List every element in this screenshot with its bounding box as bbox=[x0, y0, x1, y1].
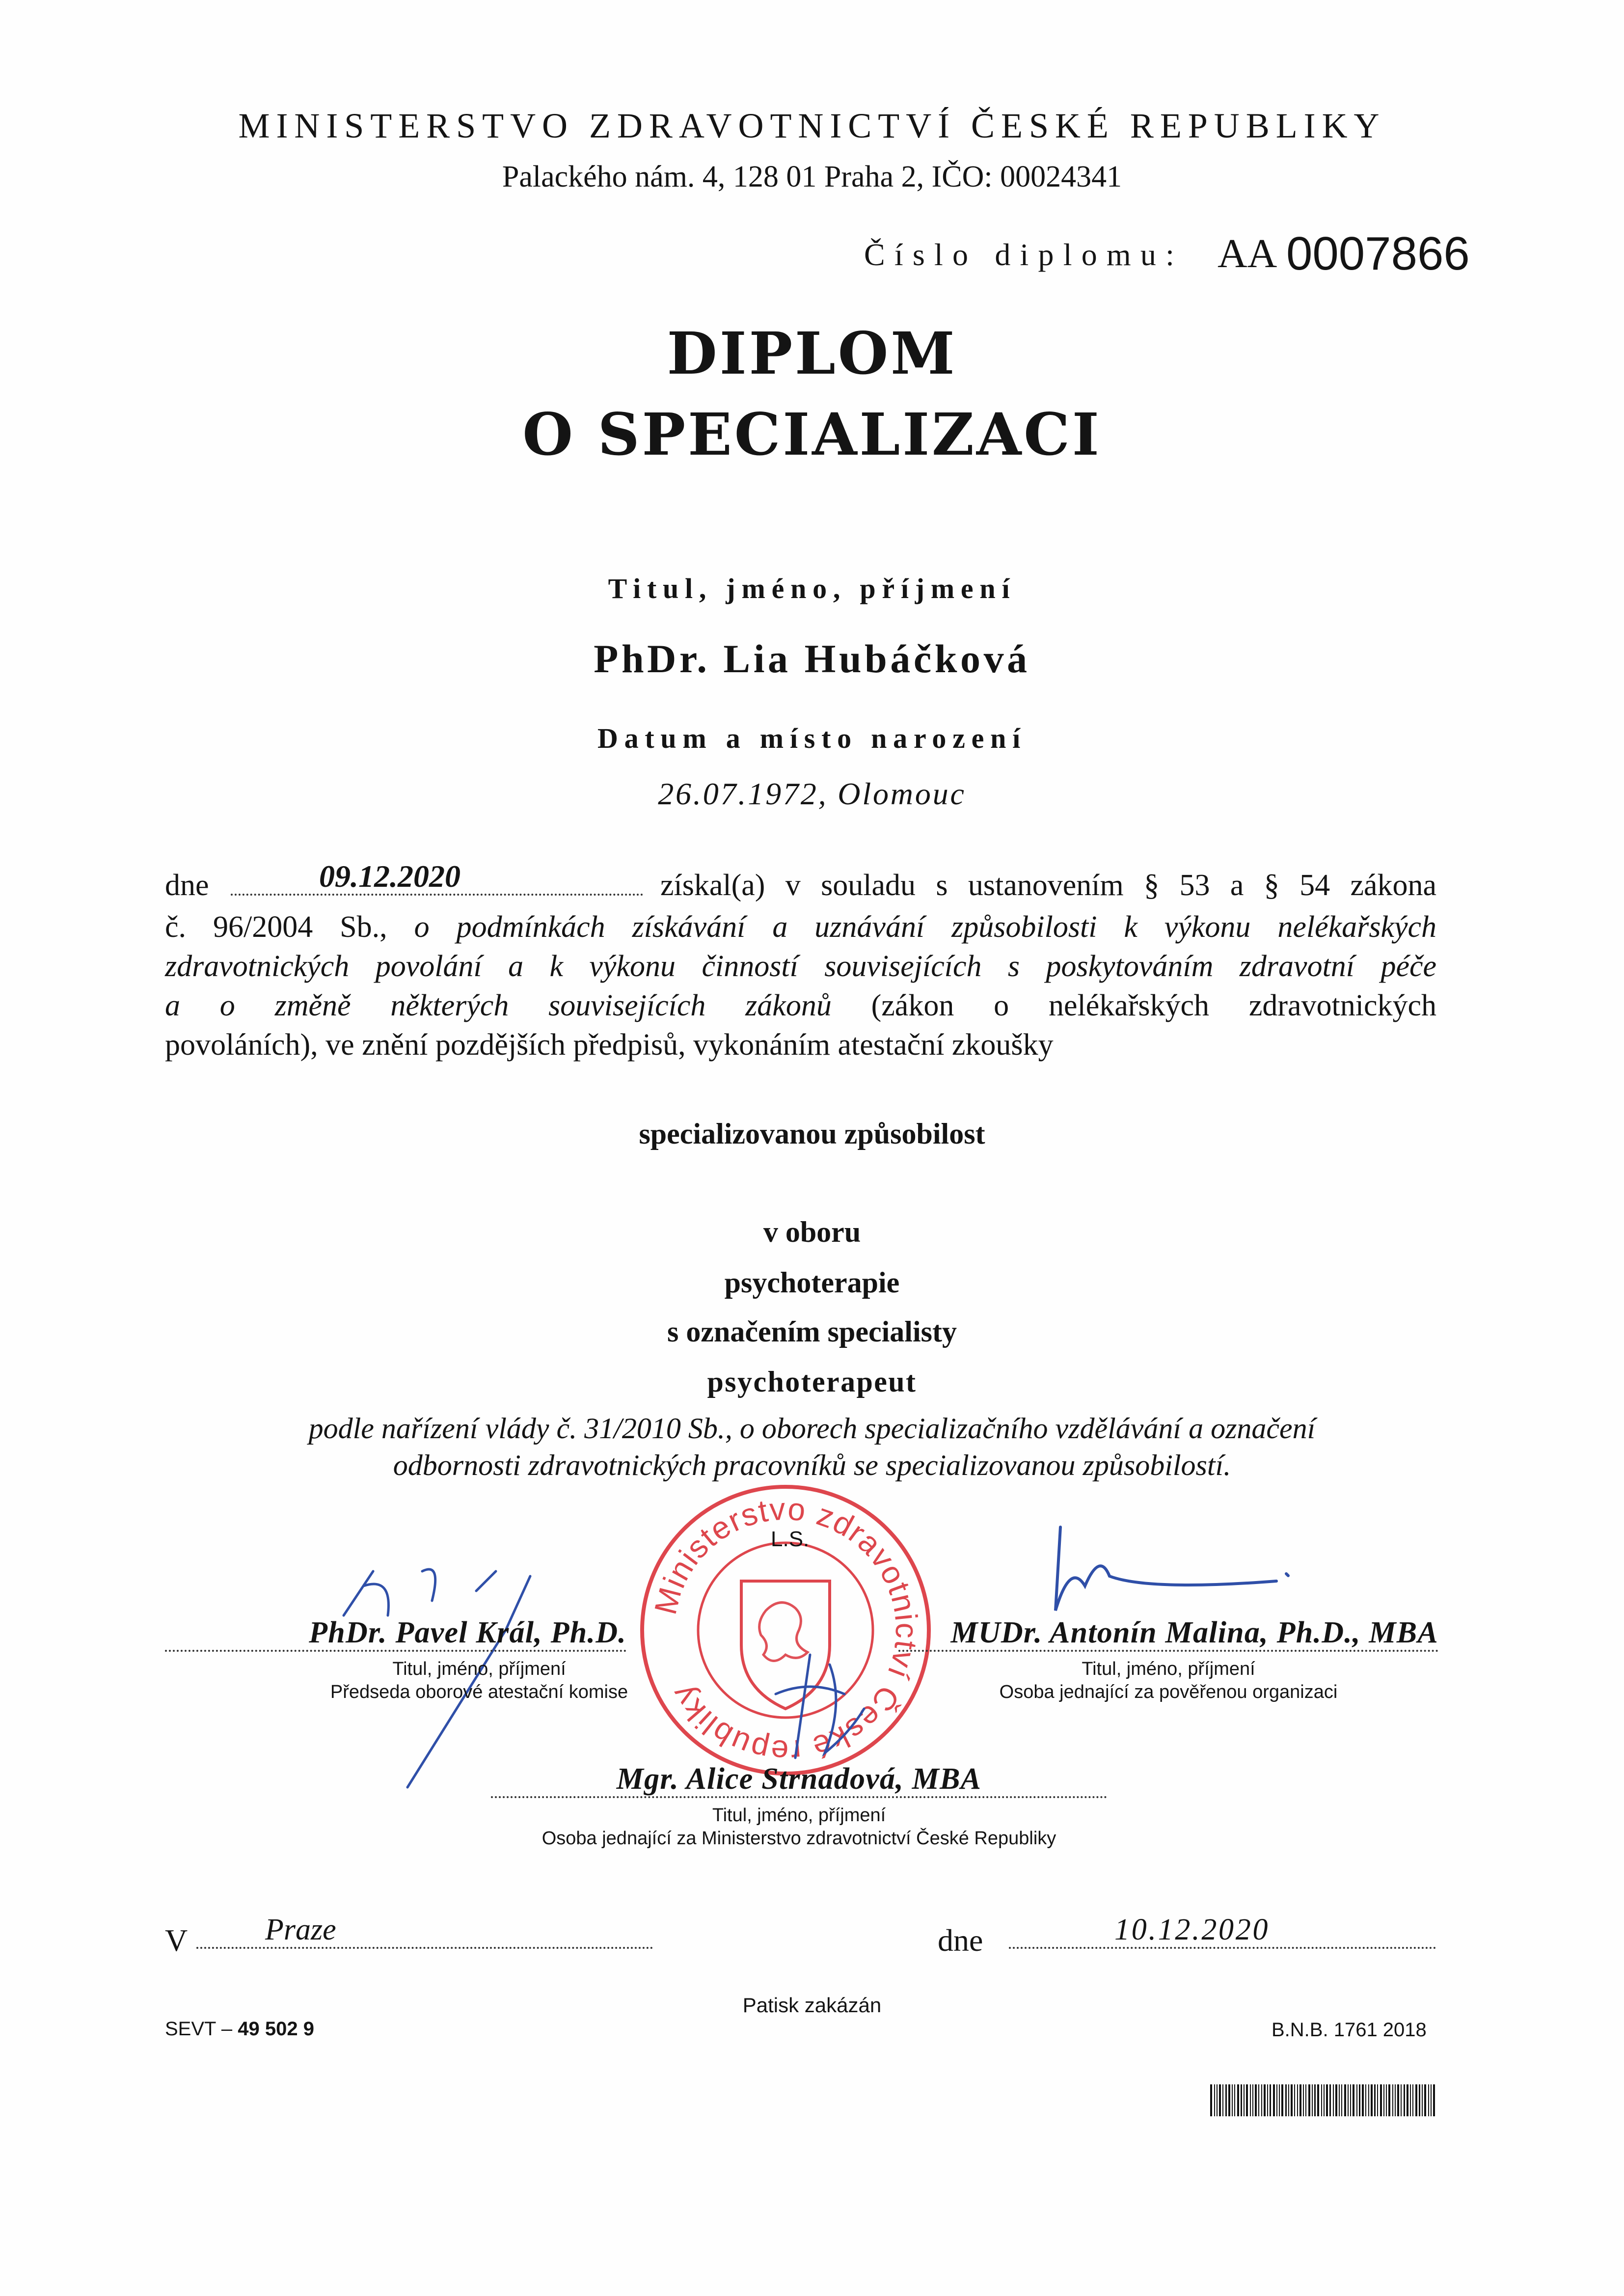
barcode-bar bbox=[1270, 2084, 1271, 2116]
designation-name: psychoterapeut bbox=[707, 1366, 917, 1398]
barcode-bar bbox=[1356, 2084, 1357, 2116]
barcode-bar bbox=[1279, 2084, 1280, 2116]
field-label: v oboru bbox=[763, 1216, 861, 1248]
barcode-bar bbox=[1237, 2084, 1239, 2116]
barcode-bar bbox=[1288, 2084, 1289, 2116]
ministry-address: Palackého nám. 4, 128 01 Praha 2, IČO: 00024341 bbox=[502, 160, 1122, 193]
barcode-bar bbox=[1335, 2084, 1337, 2116]
barcode-bar bbox=[1365, 2084, 1366, 2116]
print-code: B.N.B. 1761 2018 bbox=[1272, 2019, 1427, 2041]
barcode-bar bbox=[1317, 2084, 1319, 2116]
barcode-bar bbox=[1326, 2084, 1328, 2116]
barcode-bar bbox=[1397, 2084, 1399, 2116]
barcode-bar bbox=[1433, 2084, 1435, 2116]
barcode-bar bbox=[1294, 2084, 1295, 2116]
regulation-line-2: odbornosti zdravotnických pracovníků se specializovanou způsobilostí. bbox=[393, 1449, 1231, 1481]
barcode-bar bbox=[1412, 2084, 1413, 2116]
barcode-bar bbox=[1261, 2084, 1262, 2116]
body-line-3-italic: zdravotnických povolání a k výkonu činností souvisejících s poskytováním zdravotní péče bbox=[165, 950, 1436, 983]
diploma-number: 0007866 bbox=[1286, 227, 1470, 280]
left-signatory-caption-1 bbox=[165, 1659, 793, 1680]
body-line-5: povoláních), ve znění pozdějších předpisů, vykonáním atestační zkoušky bbox=[165, 1028, 1054, 1062]
barcode-bar bbox=[1264, 2084, 1266, 2116]
seal-ls-label: L.S. bbox=[771, 1527, 810, 1551]
sevt-code bbox=[165, 2018, 314, 2040]
barcode-bar bbox=[1341, 2084, 1342, 2116]
barcode-bar bbox=[1377, 2084, 1378, 2116]
right-signatory-caption-1: Titul, jméno, příjmení bbox=[1082, 1659, 1255, 1679]
barcode-bar bbox=[1368, 2084, 1369, 2116]
body-line-4-plain: (zákon o nelékařských zdravotnických bbox=[871, 989, 1437, 1022]
holder-name: PhDr. Lia Hubáčková bbox=[594, 636, 1030, 681]
body-line-2-plain: č. 96/2004 Sb., bbox=[165, 910, 387, 944]
barcode-bar bbox=[1380, 2084, 1382, 2116]
barcode-bar bbox=[1353, 2084, 1354, 2116]
body-line-2 bbox=[165, 907, 1436, 947]
right-signature-scribble bbox=[1041, 1517, 1306, 1615]
sevt-prefix: SEVT – bbox=[165, 2018, 233, 2040]
barcode-bar bbox=[1333, 2084, 1334, 2116]
body-line-4-italic: a o změně některých souvisejících zákonů bbox=[165, 989, 832, 1022]
barcode-bar bbox=[1297, 2084, 1298, 2116]
barcode-bar bbox=[1281, 2084, 1283, 2116]
barcode-bar bbox=[1424, 2084, 1426, 2116]
diploma-number-prefix: AA bbox=[1218, 231, 1277, 276]
title-line-1: DIPLOM bbox=[667, 319, 957, 387]
barcode-bar bbox=[1214, 2084, 1215, 2116]
barcode-bar bbox=[1285, 2084, 1287, 2116]
barcode-bar bbox=[1255, 2084, 1257, 2116]
barcode-bar bbox=[1252, 2084, 1253, 2116]
barcode-bar bbox=[1258, 2084, 1259, 2116]
barcode-bar bbox=[1291, 2084, 1293, 2116]
designation-label: s označením specialisty bbox=[667, 1315, 957, 1348]
barcode-bar bbox=[1383, 2084, 1384, 2116]
barcode-bar bbox=[1395, 2084, 1396, 2116]
barcode-bar bbox=[1404, 2084, 1405, 2116]
barcode-bar bbox=[1305, 2084, 1306, 2116]
barcode-bar bbox=[1324, 2084, 1325, 2116]
barcode-bar bbox=[1232, 2084, 1233, 2116]
field-name: psychoterapie bbox=[724, 1266, 900, 1299]
barcode-bar bbox=[1299, 2084, 1301, 2116]
barcode-bar bbox=[1431, 2084, 1432, 2116]
barcode-bar bbox=[1273, 2084, 1275, 2116]
issue-dne-label: dne bbox=[938, 1923, 983, 1958]
issue-date: 10.12.2020 bbox=[1114, 1913, 1270, 1946]
barcode-bar bbox=[1329, 2084, 1331, 2116]
barcode-bar bbox=[1222, 2084, 1223, 2116]
barcode-bar bbox=[1276, 2084, 1277, 2116]
ministry-heading: MINISTERSTVO ZDRAVOTNICTVÍ ČESKÉ REPUBLIKY bbox=[238, 106, 1386, 145]
body-line-1: získal(a) v souladu s ustanovením § 53 a § 54 zákona bbox=[660, 869, 1436, 902]
seal-text: Ministerstvo zdravotnictví České republiky bbox=[647, 1491, 925, 1770]
barcode-bar bbox=[1303, 2084, 1304, 2116]
barcode-bar bbox=[1250, 2084, 1251, 2116]
diploma-number-label: Číslo diplomu: bbox=[864, 237, 1184, 272]
barcode-bar bbox=[1348, 2084, 1349, 2116]
barcode-bar bbox=[1308, 2084, 1310, 2116]
place-v-label: V bbox=[165, 1923, 188, 1958]
barcode-bar bbox=[1428, 2084, 1429, 2116]
birth-label: Datum a místo narození bbox=[597, 722, 1027, 754]
body-line-2-italic: o podmínkách získávání a uznávání způsobilosti k výkonu nelékařských bbox=[414, 910, 1436, 944]
body-line-3 bbox=[165, 947, 1436, 986]
barcode-bar bbox=[1241, 2084, 1242, 2116]
name-label: Titul, jméno, příjmení bbox=[608, 573, 1016, 604]
barcode-bar bbox=[1374, 2084, 1376, 2116]
barcode-bar bbox=[1359, 2084, 1360, 2116]
barcode-bar bbox=[1419, 2084, 1420, 2116]
barcode-bar bbox=[1228, 2084, 1230, 2116]
barcode-bar bbox=[1422, 2084, 1423, 2116]
left-caption-1-text: Titul, jméno, příjmení bbox=[392, 1659, 566, 1679]
left-signatory-caption-2 bbox=[165, 1682, 793, 1703]
barcode-bar bbox=[1344, 2084, 1346, 2116]
barcode-bar bbox=[1362, 2084, 1364, 2116]
title-line-2: O SPECIALIZACI bbox=[522, 400, 1102, 468]
barcode-bar bbox=[1244, 2084, 1245, 2116]
body-dne-label: dne bbox=[165, 869, 209, 902]
barcode-bar bbox=[1210, 2084, 1212, 2116]
barcode-bar bbox=[1234, 2084, 1235, 2116]
birth-date-place: 26.07.1972, Olomouc bbox=[658, 776, 966, 811]
left-caption-2-text: Předseda oborové atestační komise bbox=[330, 1682, 628, 1702]
center-signatory-name: Mgr. Alice Strnadová, MBA bbox=[616, 1762, 982, 1796]
barcode-bar bbox=[1350, 2084, 1351, 2116]
barcode-bar bbox=[1217, 2084, 1218, 2116]
regulation-line-1: podle nařízení vlády č. 31/2010 Sb., o oborech specializačního vzdělávání a označení bbox=[308, 1412, 1316, 1445]
center-signatory-caption-2: Osoba jednající za Ministerstvo zdravotnictví České Republiky bbox=[541, 1828, 1056, 1849]
barcode-bar bbox=[1321, 2084, 1322, 2116]
barcode-bar bbox=[1314, 2084, 1316, 2116]
barcode-bar bbox=[1392, 2084, 1393, 2116]
issue-place: Praze bbox=[265, 1913, 336, 1946]
barcode-bar bbox=[1339, 2084, 1340, 2116]
barcode-bar bbox=[1371, 2084, 1373, 2116]
barcode-bar bbox=[1401, 2084, 1402, 2116]
barcode-bar bbox=[1219, 2084, 1221, 2116]
barcode-bar bbox=[1312, 2084, 1313, 2116]
barcode-bar bbox=[1388, 2084, 1390, 2116]
barcode-bar bbox=[1410, 2084, 1411, 2116]
competence: specializovanou způsobilost bbox=[639, 1118, 985, 1150]
barcode-icon bbox=[1210, 2084, 1436, 2116]
center-signatory-caption-1: Titul, jméno, příjmení bbox=[712, 1805, 886, 1826]
exam-date: 09.12.2020 bbox=[319, 859, 460, 894]
barcode-bar bbox=[1267, 2084, 1268, 2116]
body-line-4 bbox=[165, 986, 1436, 1025]
no-reprint-notice: Patisk zakázán bbox=[742, 1994, 882, 2017]
sevt-number: 49 502 9 bbox=[238, 2018, 314, 2040]
right-signatory-name: MUDr. Antonín Malina, Ph.D., MBA bbox=[950, 1616, 1438, 1649]
barcode-bar bbox=[1225, 2084, 1227, 2116]
left-signatory-name: PhDr. Pavel Král, Ph.D. bbox=[309, 1616, 626, 1649]
right-signatory-caption-2: Osoba jednající za pověřenou organizaci bbox=[999, 1682, 1338, 1702]
barcode-bar bbox=[1407, 2084, 1408, 2116]
barcode-bar bbox=[1386, 2084, 1387, 2116]
barcode-bar bbox=[1246, 2084, 1248, 2116]
barcode-bar bbox=[1415, 2084, 1417, 2116]
